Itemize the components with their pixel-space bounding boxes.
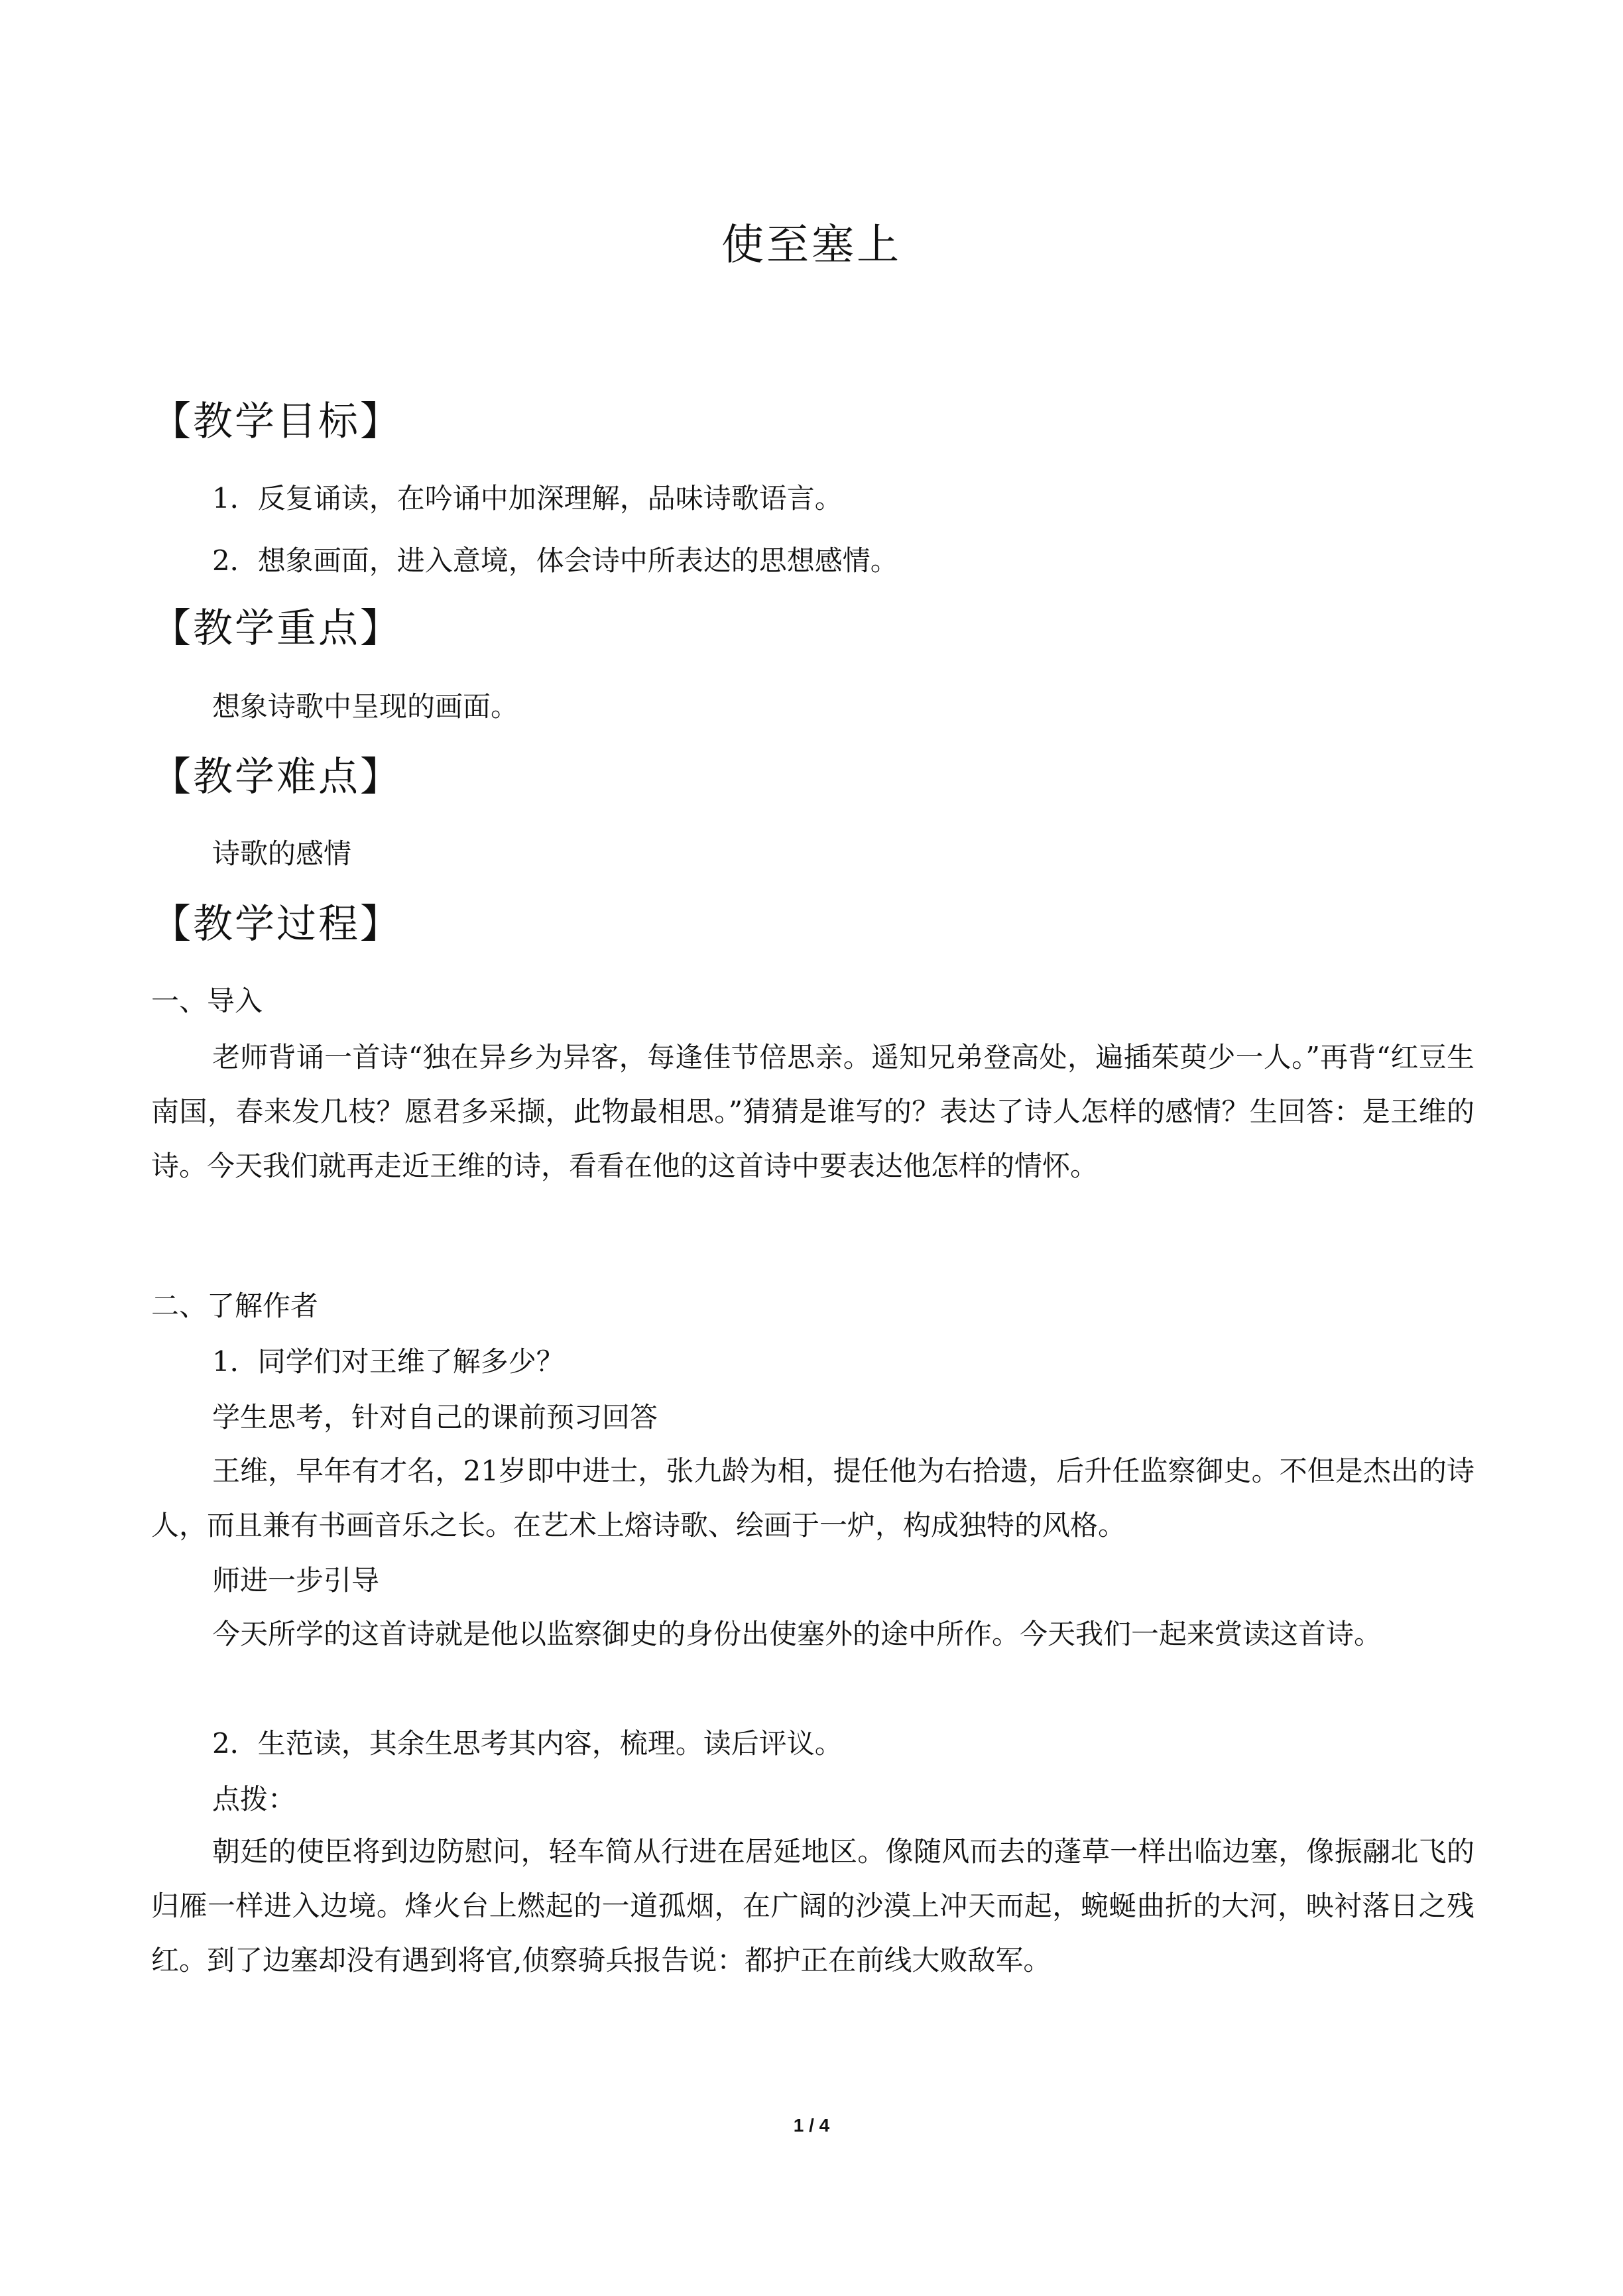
intro-paragraph: 老师背诵一首诗“独在异乡为异客，每逢佳节倍思亲。遥知兄弟登高处，遍插茱萸少一人。”再背“红豆生南国，春来发几枝？愿君多采撷，此物最相思。”猜猜是谁写的？表达了诗人怎样的感情？生回答：是王维的诗。今天我们就再走近王维的诗，看看在他的这首诗中要表达他怎样的情怀。 xyxy=(151,1041,1474,1182)
key-points-text: 想象诗歌中呈现的画面。 xyxy=(212,690,519,723)
heading-difficulties: 【教学难点】 xyxy=(151,754,402,800)
author-question-2: 2．生范读，其余生思考其内容，梳理。读后评议。 xyxy=(212,1727,843,1760)
heading-key-points: 【教学重点】 xyxy=(151,605,402,652)
teacher-guide-text: 师进一步引导 xyxy=(212,1564,380,1597)
page-title: 使至塞上 xyxy=(721,221,902,270)
difficulties-text: 诗歌的感情 xyxy=(212,837,352,870)
author-heading: 二、了解作者 xyxy=(151,1290,319,1322)
objective-item-1: 1．反复诵读，在吟诵中加深理解，品味诗歌语言。 xyxy=(212,482,843,514)
author-question-1: 1．同学们对王维了解多少？ xyxy=(212,1345,564,1378)
objective-item-2: 2．想象画面，进入意境，体会诗中所表达的思想感情。 xyxy=(212,544,898,577)
context-paragraph: 今天所学的这首诗就是他以监察御史的身份出使塞外的途中所作。今天我们一起来赏读这首诗。 xyxy=(212,1618,1382,1650)
hint-paragraph: 朝廷的使臣将到边防慰问，轻车简从行进在居延地区。像随风而去的蓬草一样出临边塞，像振翮北飞的归雁一样进入边境。烽火台上燃起的一道孤烟，在广阔的沙漠上冲天而起，蜿蜒曲折的大河，映衬落日之残红。到了边塞却没有遇到将官,侦察骑兵报告说：都护正在前线大败敌军。 xyxy=(151,1835,1474,1976)
heading-process: 【教学过程】 xyxy=(151,901,402,947)
student-think-text: 学生思考，针对自己的课前预习回答 xyxy=(212,1401,658,1433)
author-bio-paragraph: 王维，早年有才名，21岁即中进士，张九龄为相，提任他为右拾遗，后升任监察御史。不但是杰出的诗人，而且兼有书画音乐之长。在艺术上熔诗歌、绘画于一炉，构成独特的风格。 xyxy=(151,1455,1474,1541)
page-number: 1 / 4 xyxy=(793,2115,830,2136)
heading-objectives: 【教学目标】 xyxy=(151,398,402,445)
intro-heading: 一、导入 xyxy=(151,985,263,1017)
hint-label: 点拨： xyxy=(212,1783,296,1815)
